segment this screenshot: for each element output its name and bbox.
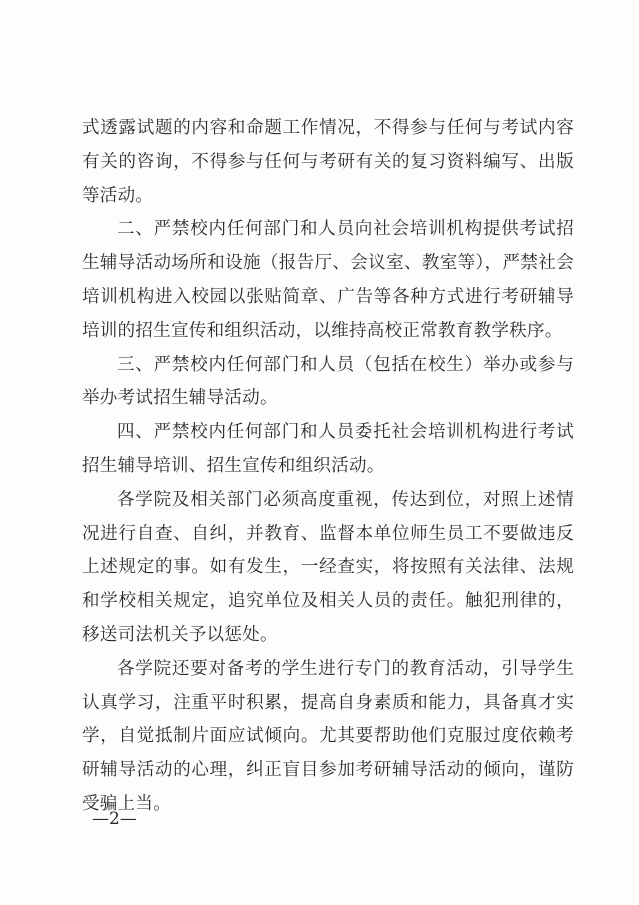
paragraph-education: 各学院还要对备考的学生进行专门的教育活动，引导学生认真学习，注重平时积累，提高自身素质和能力，具备真才实学，自觉抵制片面应试倾向。尤其要帮助他们克服过度依赖考研辅导活动的心理，纠正盲目参加考研辅导活动的倾向，谨防受骗上当。 [82,658,574,814]
paragraph-continued: 式透露试题的内容和命题工作情况，不得参与任何与考试内容有关的咨询，不得参与任何与考研有关的复习资料编写、出版等活动。 [82,118,574,206]
paragraph-requirements: 各学院及相关部门必须高度重视，传达到位，对照上述情况进行自查、自纠，并教育、监督本单位师生员工不要做违反上述规定的事。如有发生，一经查实，将按照有关法律、法规和学校相关规定，追究单位及相关人员的责任。触犯刑律的，移送司法机关予以惩处。 [82,489,574,645]
paragraph-item-4: 四、严禁校内任何部门和人员委托社会培训机构进行考试招生辅导培训、招生宣传和组织活动。 [82,422,574,476]
page-number: —2— [92,809,137,829]
paragraph-item-2: 二、严禁校内任何部门和人员向社会培训机构提供考试招生辅导活动场所和设施（报告厅、会议室、教室等），严禁社会培训机构进入校园以张贴简章、广告等各种方式进行考研辅导培训的招生宣传和组织活动，以维持高校正常教育教学秩序。 [82,219,574,341]
paragraph-item-3: 三、严禁校内任何部门和人员（包括在校生）举办或参与举办考试招生辅导活动。 [82,354,574,409]
document-body [82,112,574,822]
